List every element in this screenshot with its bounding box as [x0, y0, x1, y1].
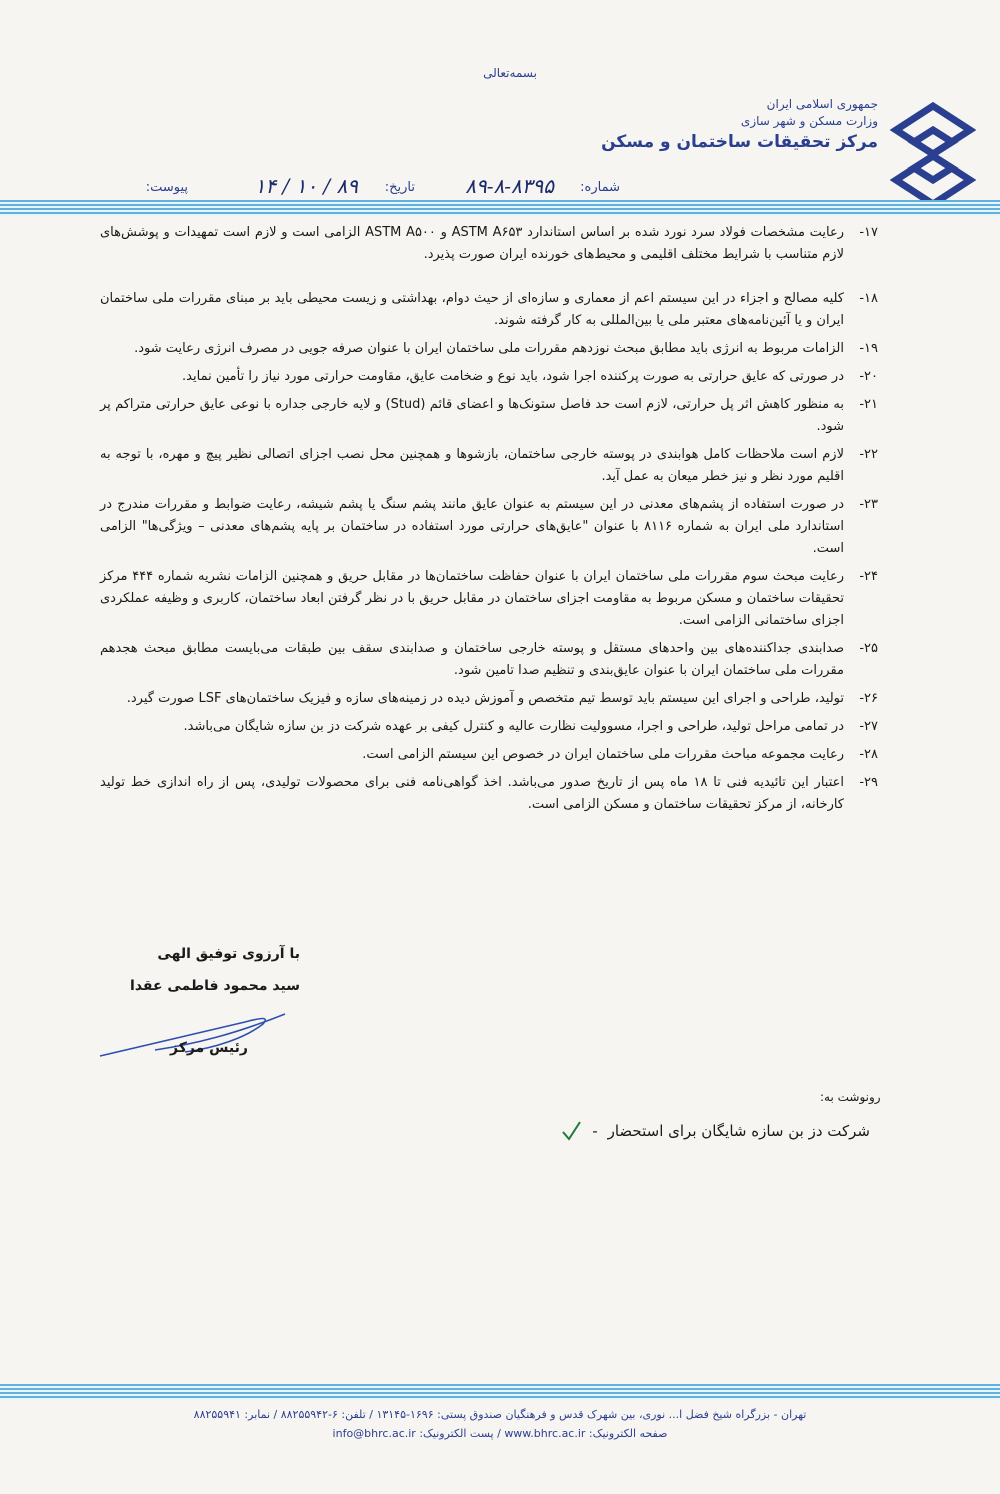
header-divider-stripe: [0, 200, 1000, 216]
signatory-name: سید محمود فاطمی عقدا: [130, 978, 300, 994]
item-text: رعایت مبحث سوم مقررات ملی ساختمان ایران با عنوان حفاظت ساختمان‌ها در مقابل حریق و همچنین الزامات نشریه شماره ۴۴۴ مرکز تحقیقات ساختمان و مسکن مربوط به مقاومت اجزای ساختمان در مقابل حریق با در نظر گرفتن ابعاد ساختمان، کاربری و وظیفه عملکردی اجزای ساختمانی الزامی است.: [100, 569, 844, 628]
item-text: به منظور کاهش اثر پل حرارتی، لازم است حد فاصل ستونک‌ها و اعضای قائم (Stud) و لایه خارجی جداره با نوعی عایق حرارتی متراکم پر شود.: [100, 397, 845, 434]
list-item: [100, 638, 878, 682]
list-item: [100, 772, 878, 816]
list-item: [100, 566, 878, 632]
item-number: ۱۸-: [859, 291, 878, 306]
list-item: [100, 716, 878, 738]
item-number: ۲۶-: [859, 691, 878, 706]
cc-recipient: [540, 1120, 870, 1142]
list-item: [100, 366, 878, 388]
item-number: ۲۹-: [859, 775, 878, 790]
list-item: [100, 338, 878, 360]
cc-label: رونوشت به:: [820, 1090, 881, 1104]
cc-recipient-text: شرکت دز بن سازه شایگان برای استحضار: [607, 1122, 870, 1140]
item-text: کلیه مصالح و اجزاء در این سیستم اعم از معماری و سازه‌ای از حیث دوام، بهداشتی و زیست محیطی باید بر مبنای مقررات ملی ساختمان ایران و یا آئین‌نامه‌های معتبر ملی یا بین‌المللی به کار گرفته شوند.: [100, 291, 844, 328]
item-number: ۲۷-: [859, 719, 878, 734]
attachment-label: پیوست:: [145, 180, 188, 195]
item-text: رعایت مجموعه مباحث مقررات ملی ساختمان ایران در خصوص این سیستم الزامی است.: [362, 747, 844, 762]
cc-dash: -: [592, 1122, 598, 1140]
item-number: ۲۲-: [859, 447, 878, 462]
date-value: ۸۹ / ۱۰ / ۱۴: [254, 174, 358, 198]
item-text: اعتبار این تائیدیه فنی تا ۱۸ ماه پس از تاریخ صدور می‌باشد. اخذ گواهی‌نامه فنی برای محصولات تولیدی، پس از راه اندازی خط تولید کارخانه، از مرکز تحقیقات ساختمان و مسکن الزامی است.: [100, 775, 844, 812]
item-text: در صورتی که عایق حرارتی به صورت پرکننده اجرا شود، باید نوع و ضخامت عایق، مقاومت حرارتی مورد نیاز را تأمین نماید.: [182, 369, 844, 384]
number-label: شماره:: [580, 180, 620, 195]
list-item: [100, 222, 878, 266]
org-ministry: وزارت مسکن و شهر سازی: [740, 114, 878, 128]
item-number: ۱۷-: [859, 225, 878, 240]
list-item: [100, 444, 878, 488]
org-center-name: مرکز تحقیقات ساختمان و مسکن: [601, 132, 878, 152]
signatory-title: رئیس مرکز: [170, 1040, 248, 1056]
item-text: در صورت استفاده از پشم‌های معدنی در این سیستم به عنوان عایق مانند پشم سنگ یا پشم شیشه، رعایت ضوابط و مقررات مندرج در استاندارد ملی ایران به شماره ۸۱۱۶ با عنوان "عایق‌های حرارتی مورد استفاده در ساختمان بر پایه پشم‌های معدنی – ویژگی‌ها" الزامی است.: [100, 497, 844, 556]
list-item: [100, 494, 878, 560]
item-text: در تمامی مراحل تولید، طراحی و اجرا، مسوولیت نظارت عالیه و کنترل کیفی بر عهده شرکت دز بن سازه شایگان می‌باشد.: [183, 719, 844, 734]
item-number: ۲۳-: [859, 497, 878, 512]
item-text: صدابندی جداکننده‌های بین واحدهای مستقل و پوسته خارجی ساختمان و صدابندی سقف بین طبقات می‌بایست مطابق مبحث هجدهم مقررات ملی ساختمان ایران با عنوان عایق‌بندی و تنظیم صدا تامین شود.: [100, 641, 844, 678]
bhrc-logo-icon: [890, 100, 976, 210]
item-number: ۲۵-: [859, 641, 878, 656]
footer-contact: [150, 1405, 850, 1443]
item-number: ۲۱-: [859, 397, 878, 412]
closing-wish: با آرزوی توفیق الهی: [157, 946, 300, 962]
org-country: جمهوری اسلامی ایران: [766, 97, 878, 111]
organization-block: [601, 96, 878, 154]
list-item: [100, 394, 878, 438]
handwritten-signature-icon: [95, 1008, 295, 1068]
item-number: ۱۹-: [859, 341, 878, 356]
bismillah-text: بسمه‌تعالی: [483, 66, 537, 80]
item-text: تولید، طراحی و اجرای این سیستم باید توسط تیم متخصص و آموزش دیده در زمینه‌های سازه و فیزیک ساختمان‌های LSF صورت گیرد.: [126, 691, 844, 706]
list-item: [100, 688, 878, 710]
number-value: ۸۹-۸-۸۳۹۵: [465, 174, 554, 198]
footer-web: صفحه الکترونیک: www.bhrc.ac.ir / پست الکترونیک: info@bhrc.ac.ir: [332, 1427, 668, 1440]
item-text: الزامات مربوط به انرژی باید مطابق مبحث نوزدهم مقررات ملی ساختمان ایران با عنوان صرفه جویی در مصرف انرژی رعایت شود.: [134, 341, 844, 356]
item-text: رعایت مشخصات فولاد سرد نورد شده بر اساس استاندارد ASTM A۶۵۳ و ASTM A۵۰۰ الزامی است و لازم است تمهیدات و پوشش‌های لازم متناسب با شرایط مختلف اقلیمی و محیط‌های خورنده ایران صورت پذیرد.: [100, 225, 845, 262]
item-number: ۲۸-: [859, 747, 878, 762]
check-mark-icon: [560, 1120, 582, 1142]
item-number: ۲۰-: [859, 369, 878, 384]
reference-row: [120, 172, 620, 202]
item-number: ۲۴-: [859, 569, 878, 584]
item-text: لازم است ملاحظات کامل هوابندی در پوسته خارجی ساختمان، بازشوها و همچنین محل نصب اجزای اتصالی نظیر پیچ و مهره، با توجه به اقلیم مورد نظر و نیز خطر میعان به عمل آید.: [100, 447, 844, 484]
closing-block: [120, 938, 300, 1002]
requirements-list: [100, 222, 878, 822]
list-item: [100, 288, 878, 332]
footer-address: تهران - بزرگراه شیخ فضل ا... نوری، بین شهرک قدس و فرهنگیان صندوق پستی: ۱۶۹۶-۱۳۱۴۵ / تلفن: ۶-۸۸۲۵۵۹۴۲ / نمابر: ۸۸۲۵۵۹۴۱: [193, 1408, 807, 1421]
footer-divider-stripe: [0, 1384, 1000, 1400]
list-item: [100, 744, 878, 766]
date-label: تاریخ:: [384, 180, 415, 195]
